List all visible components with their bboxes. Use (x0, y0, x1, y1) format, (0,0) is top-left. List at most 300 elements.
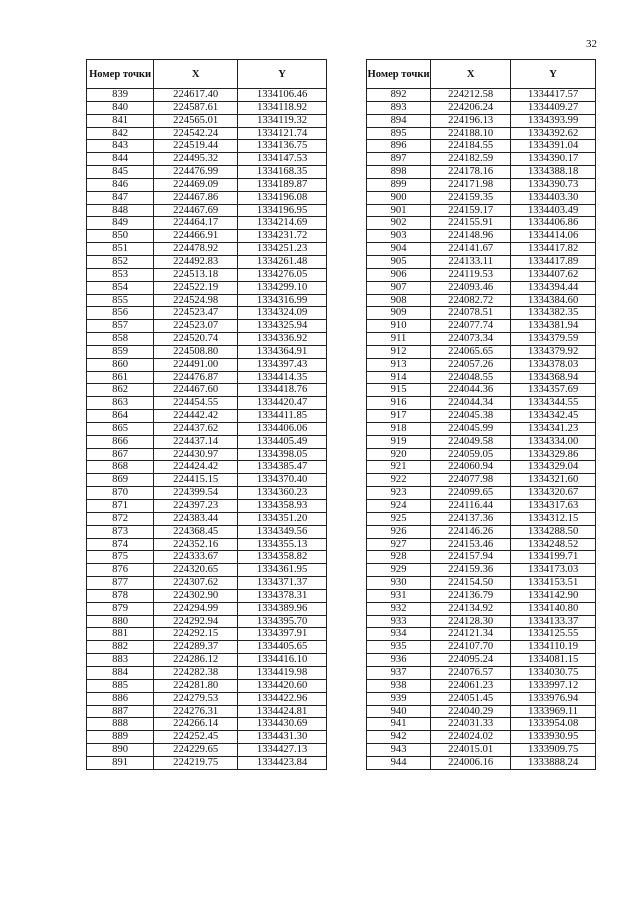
cell-y: 1334133.37 (511, 615, 596, 628)
cell-point-number: 925 (367, 512, 431, 525)
cell-point-number: 870 (87, 487, 154, 500)
table-row (367, 756, 596, 769)
cell-x: 224320.65 (154, 564, 238, 577)
cell-x: 224520.74 (154, 333, 238, 346)
cell-point-number: 850 (87, 230, 154, 243)
cell-x: 224495.32 (154, 153, 238, 166)
table-row (367, 448, 596, 461)
table-row (87, 615, 327, 628)
cell-point-number: 871 (87, 500, 154, 513)
cell-point-number: 860 (87, 358, 154, 371)
table-row (87, 731, 327, 744)
cell-x: 224040.29 (431, 705, 511, 718)
cell-point-number: 912 (367, 345, 431, 358)
cell-point-number: 848 (87, 204, 154, 217)
table-row (367, 666, 596, 679)
cell-point-number: 898 (367, 166, 431, 179)
cell-point-number: 874 (87, 538, 154, 551)
cell-x: 224045.38 (431, 410, 511, 423)
table-row (367, 654, 596, 667)
cell-y: 1333997.12 (511, 679, 596, 692)
cell-y: 1334357.69 (511, 384, 596, 397)
cell-x: 224508.80 (154, 345, 238, 358)
cell-point-number: 893 (367, 101, 431, 114)
table-row (87, 654, 327, 667)
cell-x: 224478.92 (154, 243, 238, 256)
cell-y: 1334417.89 (511, 255, 596, 268)
table-row (87, 358, 327, 371)
cell-y: 1334397.43 (238, 358, 327, 371)
cell-x: 224060.94 (431, 461, 511, 474)
table-row (87, 679, 327, 692)
table-row (87, 127, 327, 140)
cell-y: 1334422.96 (238, 692, 327, 705)
cell-point-number: 876 (87, 564, 154, 577)
table-row (87, 551, 327, 564)
table-row (367, 628, 596, 641)
cell-x: 224229.65 (154, 744, 238, 757)
cell-point-number: 897 (367, 153, 431, 166)
cell-point-number: 936 (367, 654, 431, 667)
cell-point-number: 886 (87, 692, 154, 705)
cell-y: 1333909.75 (511, 744, 596, 757)
cell-y: 1334214.69 (238, 217, 327, 230)
cell-x: 224136.79 (431, 589, 511, 602)
cell-x: 224252.45 (154, 731, 238, 744)
cell-x: 224617.40 (154, 89, 238, 102)
cell-x: 224182.59 (431, 153, 511, 166)
cell-x: 224134.92 (431, 602, 511, 615)
cell-y: 1334393.99 (511, 114, 596, 127)
table-row (87, 397, 327, 410)
cell-point-number: 920 (367, 448, 431, 461)
cell-y: 1334342.45 (511, 410, 596, 423)
cell-x: 224155.91 (431, 217, 511, 230)
cell-x: 224107.70 (431, 641, 511, 654)
cell-y: 1334423.84 (238, 756, 327, 769)
cell-y: 1334364.91 (238, 345, 327, 358)
cell-point-number: 940 (367, 705, 431, 718)
table-row (367, 243, 596, 256)
cell-x: 224399.54 (154, 487, 238, 500)
cell-point-number: 877 (87, 577, 154, 590)
cell-point-number: 916 (367, 397, 431, 410)
cell-x: 224492.83 (154, 255, 238, 268)
cell-y: 1334168.35 (238, 166, 327, 179)
cell-point-number: 846 (87, 178, 154, 191)
cell-x: 224437.14 (154, 435, 238, 448)
cell-x: 224077.74 (431, 320, 511, 333)
cell-y: 1334378.31 (238, 589, 327, 602)
cell-point-number: 853 (87, 268, 154, 281)
cell-point-number: 915 (367, 384, 431, 397)
table-row (87, 166, 327, 179)
cell-point-number: 899 (367, 178, 431, 191)
table-row (367, 410, 596, 423)
cell-x: 224281.80 (154, 679, 238, 692)
cell-y: 1334420.47 (238, 397, 327, 410)
cell-point-number: 896 (367, 140, 431, 153)
cell-y: 1334199.71 (511, 551, 596, 564)
table-row (87, 333, 327, 346)
cell-y: 1333954.08 (511, 718, 596, 731)
header-x: X (154, 60, 238, 89)
table-row (87, 384, 327, 397)
cell-x: 224178.16 (431, 166, 511, 179)
table-row (367, 577, 596, 590)
table-row (367, 358, 596, 371)
cell-x: 224015.01 (431, 744, 511, 757)
table-row (367, 140, 596, 153)
cell-x: 224206.24 (431, 101, 511, 114)
cell-y: 1334368.94 (511, 371, 596, 384)
cell-x: 224061.23 (431, 679, 511, 692)
table-row (87, 410, 327, 423)
cell-x: 224153.46 (431, 538, 511, 551)
cell-y: 1334312.15 (511, 512, 596, 525)
cell-point-number: 839 (87, 89, 154, 102)
table-row (367, 345, 596, 358)
cell-x: 224587.61 (154, 101, 238, 114)
cell-y: 1334329.04 (511, 461, 596, 474)
cell-y: 1334106.46 (238, 89, 327, 102)
cell-x: 224196.13 (431, 114, 511, 127)
cell-y: 1334390.73 (511, 178, 596, 191)
cell-x: 224076.57 (431, 666, 511, 679)
cell-y: 1334409.27 (511, 101, 596, 114)
cell-y: 1334390.17 (511, 153, 596, 166)
cell-y: 1334125.55 (511, 628, 596, 641)
table-row (87, 448, 327, 461)
table-row (87, 230, 327, 243)
table-row (87, 204, 327, 217)
cell-x: 224307.62 (154, 577, 238, 590)
cell-y: 1334384.60 (511, 294, 596, 307)
cell-y: 1334379.92 (511, 345, 596, 358)
table-row (87, 589, 327, 602)
cell-y: 1334403.49 (511, 204, 596, 217)
table-row (87, 487, 327, 500)
cell-x: 224289.37 (154, 641, 238, 654)
cell-y: 1334382.35 (511, 307, 596, 320)
header-number: Номер точки (367, 60, 431, 89)
cell-point-number: 873 (87, 525, 154, 538)
cell-y: 1334320.67 (511, 487, 596, 500)
cell-point-number: 857 (87, 320, 154, 333)
table-row (87, 692, 327, 705)
cell-point-number: 852 (87, 255, 154, 268)
cell-y: 1334344.55 (511, 397, 596, 410)
cell-x: 224159.17 (431, 204, 511, 217)
cell-x: 224099.65 (431, 487, 511, 500)
cell-y: 1334391.04 (511, 140, 596, 153)
cell-y: 1334324.09 (238, 307, 327, 320)
header-y: Y (511, 60, 596, 89)
cell-x: 224279.53 (154, 692, 238, 705)
cell-x: 224157.94 (431, 551, 511, 564)
cell-x: 224212.58 (431, 89, 511, 102)
cell-point-number: 894 (367, 114, 431, 127)
cell-point-number: 883 (87, 654, 154, 667)
cell-y: 1334398.05 (238, 448, 327, 461)
cell-y: 1334360.23 (238, 487, 327, 500)
cell-point-number: 918 (367, 422, 431, 435)
cell-point-number: 900 (367, 191, 431, 204)
table-row (87, 89, 327, 102)
cell-y: 1334030.75 (511, 666, 596, 679)
cell-point-number: 903 (367, 230, 431, 243)
table-row (367, 525, 596, 538)
cell-point-number: 907 (367, 281, 431, 294)
cell-x: 224467.60 (154, 384, 238, 397)
cell-point-number: 904 (367, 243, 431, 256)
cell-point-number: 844 (87, 153, 154, 166)
page-number: 32 (586, 38, 597, 50)
cell-y: 1334355.13 (238, 538, 327, 551)
cell-point-number: 851 (87, 243, 154, 256)
cell-x: 224467.86 (154, 191, 238, 204)
cell-x: 224024.02 (431, 731, 511, 744)
table-row (367, 564, 596, 577)
cell-x: 224051.45 (431, 692, 511, 705)
cell-x: 224383.44 (154, 512, 238, 525)
table-row (87, 602, 327, 615)
table-row (367, 268, 596, 281)
table-row (367, 461, 596, 474)
cell-x: 224292.94 (154, 615, 238, 628)
cell-x: 224282.38 (154, 666, 238, 679)
cell-point-number: 889 (87, 731, 154, 744)
table-row (367, 333, 596, 346)
cell-y: 1334385.47 (238, 461, 327, 474)
table-row (367, 371, 596, 384)
cell-y: 1334392.62 (511, 127, 596, 140)
table-row (367, 692, 596, 705)
cell-y: 1334361.95 (238, 564, 327, 577)
cell-x: 224093.46 (431, 281, 511, 294)
table-row (87, 345, 327, 358)
table-row (87, 217, 327, 230)
cell-x: 224464.17 (154, 217, 238, 230)
cell-point-number: 934 (367, 628, 431, 641)
cell-y: 1334276.05 (238, 268, 327, 281)
cell-x: 224352.16 (154, 538, 238, 551)
cell-point-number: 924 (367, 500, 431, 513)
cell-y: 1334147.53 (238, 153, 327, 166)
cell-point-number: 884 (87, 666, 154, 679)
cell-y: 1334081.15 (511, 654, 596, 667)
cell-point-number: 913 (367, 358, 431, 371)
cell-y: 1334397.91 (238, 628, 327, 641)
cell-x: 224491.00 (154, 358, 238, 371)
table-row (87, 307, 327, 320)
cell-point-number: 933 (367, 615, 431, 628)
cell-point-number: 906 (367, 268, 431, 281)
cell-x: 224476.99 (154, 166, 238, 179)
cell-x: 224057.26 (431, 358, 511, 371)
cell-point-number: 866 (87, 435, 154, 448)
cell-point-number: 943 (367, 744, 431, 757)
cell-x: 224415.15 (154, 474, 238, 487)
cell-y: 1334231.72 (238, 230, 327, 243)
cell-x: 224128.30 (431, 615, 511, 628)
coordinates-table-right (366, 59, 596, 770)
table-row (367, 230, 596, 243)
cell-x: 224116.44 (431, 500, 511, 513)
cell-x: 224513.18 (154, 268, 238, 281)
cell-x: 224065.65 (431, 345, 511, 358)
header-number: Номер точки (87, 60, 154, 89)
cell-y: 1334370.40 (238, 474, 327, 487)
table-row (367, 320, 596, 333)
cell-point-number: 867 (87, 448, 154, 461)
table-row (367, 166, 596, 179)
cell-point-number: 941 (367, 718, 431, 731)
cell-point-number: 923 (367, 487, 431, 500)
table-row (367, 705, 596, 718)
table-row (87, 435, 327, 448)
cell-point-number: 847 (87, 191, 154, 204)
table-row (87, 705, 327, 718)
cell-x: 224469.09 (154, 178, 238, 191)
table-row (367, 474, 596, 487)
table-row (87, 243, 327, 256)
cell-x: 224049.58 (431, 435, 511, 448)
cell-y: 1333930.95 (511, 731, 596, 744)
table-row (87, 628, 327, 641)
cell-y: 1334336.92 (238, 333, 327, 346)
table-row (367, 679, 596, 692)
table-row (367, 217, 596, 230)
cell-x: 224523.47 (154, 307, 238, 320)
cell-y: 1334136.75 (238, 140, 327, 153)
cell-point-number: 937 (367, 666, 431, 679)
table-row (87, 140, 327, 153)
table-header-row (87, 60, 327, 89)
cell-point-number: 938 (367, 679, 431, 692)
cell-point-number: 854 (87, 281, 154, 294)
table-row (367, 602, 596, 615)
cell-x: 224302.90 (154, 589, 238, 602)
table-row (367, 153, 596, 166)
cell-point-number: 909 (367, 307, 431, 320)
cell-y: 1334121.74 (238, 127, 327, 140)
cell-y: 1333969.11 (511, 705, 596, 718)
cell-y: 1334420.60 (238, 679, 327, 692)
cell-y: 1334341.23 (511, 422, 596, 435)
cell-point-number: 901 (367, 204, 431, 217)
table-row (87, 320, 327, 333)
cell-y: 1334196.08 (238, 191, 327, 204)
cell-y: 1334358.93 (238, 500, 327, 513)
cell-x: 224146.26 (431, 525, 511, 538)
cell-x: 224141.67 (431, 243, 511, 256)
cell-point-number: 935 (367, 641, 431, 654)
table-row (367, 114, 596, 127)
cell-y: 1334119.32 (238, 114, 327, 127)
cell-point-number: 855 (87, 294, 154, 307)
table-row (87, 153, 327, 166)
cell-x: 224286.12 (154, 654, 238, 667)
cell-x: 224073.34 (431, 333, 511, 346)
cell-point-number: 881 (87, 628, 154, 641)
cell-y: 1334430.69 (238, 718, 327, 731)
cell-y: 1334431.30 (238, 731, 327, 744)
cell-point-number: 921 (367, 461, 431, 474)
table-row (87, 666, 327, 679)
cell-point-number: 887 (87, 705, 154, 718)
table-row (87, 512, 327, 525)
coordinates-table-left (86, 59, 327, 770)
table-row (367, 435, 596, 448)
cell-point-number: 882 (87, 641, 154, 654)
cell-y: 1334389.96 (238, 602, 327, 615)
cell-y: 1334381.94 (511, 320, 596, 333)
table-row (367, 589, 596, 602)
cell-y: 1334299.10 (238, 281, 327, 294)
cell-x: 224565.01 (154, 114, 238, 127)
cell-x: 224454.55 (154, 397, 238, 410)
cell-point-number: 939 (367, 692, 431, 705)
table-row (367, 384, 596, 397)
cell-point-number: 880 (87, 615, 154, 628)
cell-point-number: 869 (87, 474, 154, 487)
cell-y: 1334110.19 (511, 641, 596, 654)
cell-y: 1333888.24 (511, 756, 596, 769)
cell-x: 224397.23 (154, 500, 238, 513)
cell-x: 224292.15 (154, 628, 238, 641)
cell-point-number: 861 (87, 371, 154, 384)
cell-y: 1334189.87 (238, 178, 327, 191)
table-row (87, 744, 327, 757)
cell-point-number: 859 (87, 345, 154, 358)
cell-point-number: 905 (367, 255, 431, 268)
table-row (87, 114, 327, 127)
table-row (87, 718, 327, 731)
cell-y: 1334378.03 (511, 358, 596, 371)
cell-x: 224368.45 (154, 525, 238, 538)
cell-y: 1334316.99 (238, 294, 327, 307)
cell-point-number: 931 (367, 589, 431, 602)
table-row (87, 294, 327, 307)
cell-point-number: 919 (367, 435, 431, 448)
cell-y: 1334405.65 (238, 641, 327, 654)
cell-y: 1334153.51 (511, 577, 596, 590)
cell-point-number: 856 (87, 307, 154, 320)
cell-x: 224522.19 (154, 281, 238, 294)
cell-point-number: 944 (367, 756, 431, 769)
table-row (87, 564, 327, 577)
cell-y: 1334416.10 (238, 654, 327, 667)
table-row (367, 551, 596, 564)
cell-point-number: 849 (87, 217, 154, 230)
cell-y: 1334142.90 (511, 589, 596, 602)
table-row (87, 268, 327, 281)
table-row (367, 500, 596, 513)
cell-point-number: 864 (87, 410, 154, 423)
table-row (87, 577, 327, 590)
cell-point-number: 927 (367, 538, 431, 551)
table-row (87, 422, 327, 435)
cell-x: 224219.75 (154, 756, 238, 769)
cell-x: 224137.36 (431, 512, 511, 525)
cell-x: 224466.91 (154, 230, 238, 243)
cell-y: 1334140.80 (511, 602, 596, 615)
cell-point-number: 930 (367, 577, 431, 590)
cell-y: 1334406.86 (511, 217, 596, 230)
cell-y: 1334405.49 (238, 435, 327, 448)
cell-x: 224095.24 (431, 654, 511, 667)
